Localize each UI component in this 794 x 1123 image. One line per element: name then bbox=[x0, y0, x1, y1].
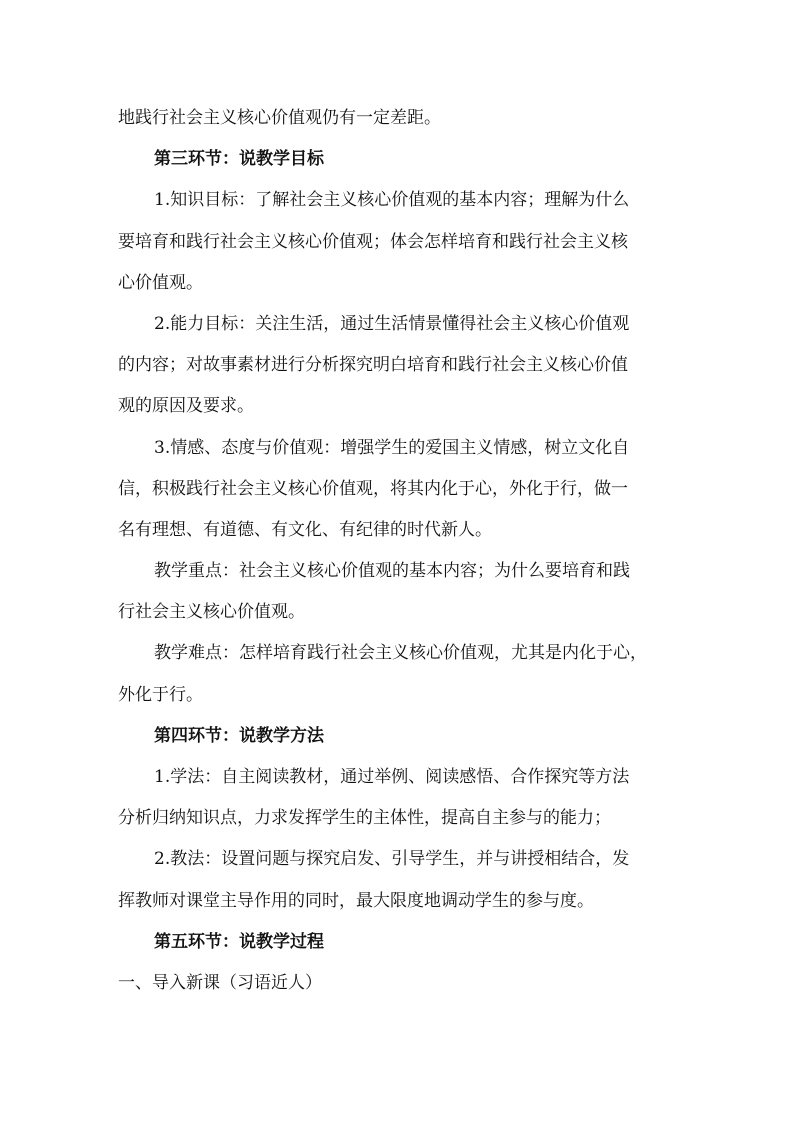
section-heading-teaching-methods: 第四环节：说教学方法 bbox=[154, 725, 324, 746]
paragraph-line: 1.知识目标：了解社会主义核心价值观的基本内容；理解为什么 bbox=[154, 190, 630, 211]
paragraph-line: 3.情感、态度与价值观：增强学生的爱国主义情感，树立文化自 bbox=[154, 437, 630, 458]
section-heading-teaching-process: 第五环节：说教学过程 bbox=[154, 931, 324, 952]
paragraph-line: 观的原因及要求。 bbox=[118, 396, 254, 417]
paragraph-line: 挥教师对课堂主导作用的同时，最大限度地调动学生的参与度。 bbox=[118, 890, 594, 911]
paragraph-line: 心价值观。 bbox=[118, 272, 203, 293]
paragraph-line: 行社会主义核心价值观。 bbox=[118, 602, 305, 623]
paragraph-line: 的内容；对故事素材进行分析探究明白培育和践行社会主义核心价值 bbox=[118, 355, 628, 376]
paragraph-line: 名有理想、有道德、有文化、有纪律的时代新人。 bbox=[118, 519, 492, 540]
section-heading-teaching-goals: 第三环节：说教学目标 bbox=[154, 149, 324, 170]
document-body bbox=[118, 98, 678, 1004]
paragraph-line: 2.能力目标：关注生活，通过生活情景懂得社会主义核心价值观 bbox=[154, 313, 630, 334]
paragraph-line: 地践行社会主义核心价值观仍有一定差距。 bbox=[118, 108, 441, 128]
paragraph-line: 分析归纳知识点，力求发挥学生的主体性，提高自主参与的能力； bbox=[118, 808, 611, 829]
paragraph-line: 教学难点：怎样培育践行社会主义核心价值观，尤其是内化于心， bbox=[154, 643, 647, 664]
paragraph-line: 信，积极践行社会主义核心价值观，将其内化于心，外化于行，做一 bbox=[118, 478, 628, 499]
paragraph-line: 要培育和践行社会主义核心价值观；体会怎样培育和践行社会主义核 bbox=[118, 231, 628, 252]
paragraph-line: 外化于行。 bbox=[118, 684, 203, 705]
paragraph-line: 教学重点：社会主义核心价值观的基本内容；为什么要培育和践 bbox=[154, 561, 630, 582]
paragraph-line: 2.教法：设置问题与探究启发、引导学生，并与讲授相结合，发 bbox=[154, 849, 630, 870]
paragraph-line: 1.学法：自主阅读教材，通过举例、阅读感悟、合作探究等方法 bbox=[154, 767, 630, 787]
subsection-heading-introduction: 一、导入新课（习语近人） bbox=[118, 972, 322, 993]
